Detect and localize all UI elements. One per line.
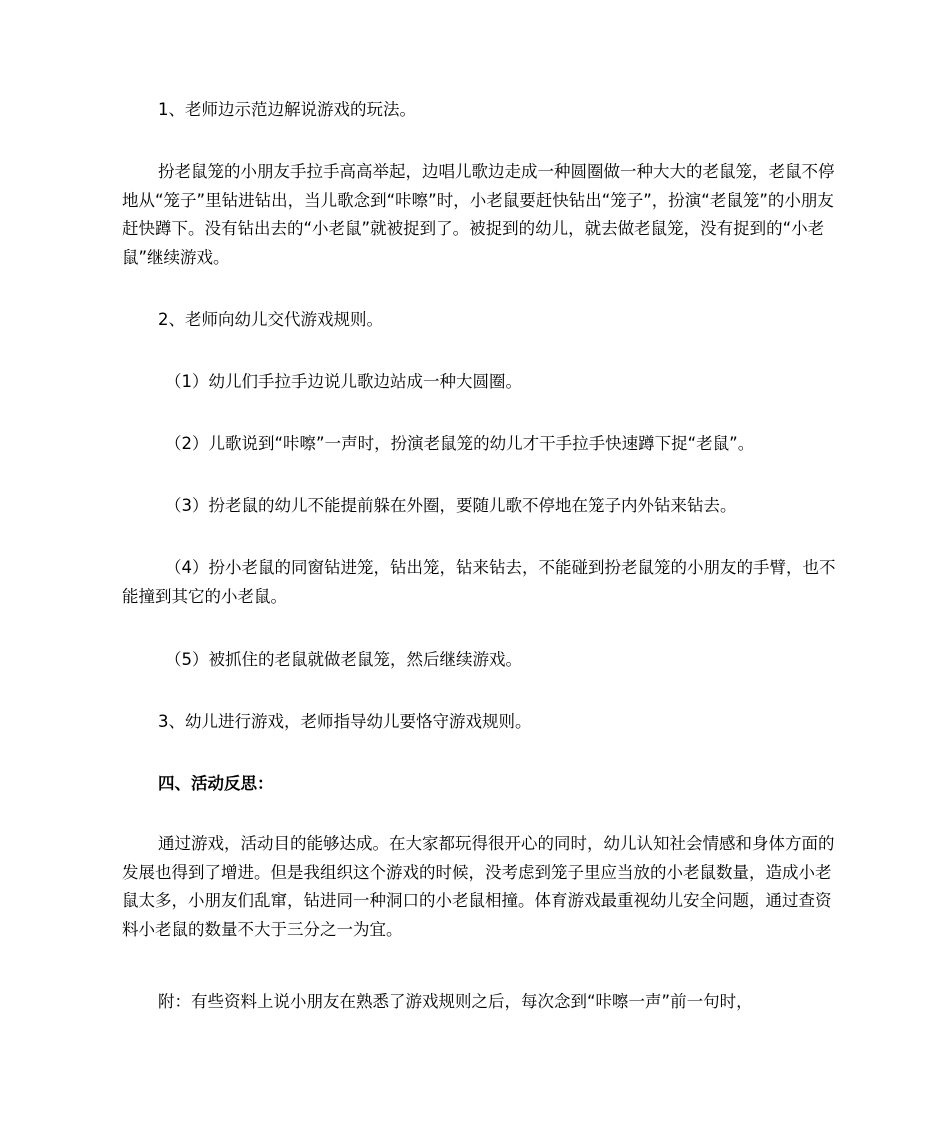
paragraph-step-1: 1、老师边示范边解说游戏的玩法。 (158, 100, 416, 119)
paragraph-rule-2: （2）儿歌说到“咔嚓”一声时，扮演老鼠笼的幼儿才干手拉手快速蹲下捉“老鼠”。 (165, 434, 755, 453)
paragraph-rule-5: （5）被抓住的老鼠就做老鼠笼，然后继续游戏。 (165, 650, 522, 669)
paragraph-step-2: 2、老师向幼儿交代游戏规则。 (158, 310, 383, 329)
section-heading-reflection: 四、活动反思： (158, 774, 274, 793)
paragraph-step-3: 3、幼儿进行游戏，老师指导幼儿要恪守游戏规则。 (158, 712, 532, 731)
paragraph-rule-4: （4）扮小老鼠的同窗钻进笼，钻出笼，钻来钻去，不能碰到扮老鼠笼的小朋友的手臂，也不能撞到其它的小老鼠。 (122, 558, 836, 606)
paragraph-appendix: 附：有些资料上说小朋友在熟悉了游戏规则之后，每次念到“咔嚓一声”前一句时， (158, 992, 753, 1011)
paragraph-rule-1: （1）幼儿们手拉手边说儿歌边站成一种大圆圈。 (165, 372, 522, 391)
paragraph-rule-3: （3）扮老鼠的幼儿不能提前躲在外圈，要随儿歌不停地在笼子内外钻来钻去。 (165, 496, 737, 515)
paragraph-reflection: 通过游戏，活动目的能够达成。在大家都玩得很开心的同时，幼儿认知社会情感和身体方面的发展也得到了增进。但是我组织这个游戏的时候，没考虑到笼子里应当放的小老鼠数量，造成小老鼠太多，小朋友们乱窜，钻进同一种洞口的小老鼠相撞。体育游戏最重视幼儿安全问题，通过查资料小老鼠的数量不大于三分之一为宜。 (122, 834, 835, 939)
paragraph-game-description: 扮老鼠笼的小朋友手拉手高高举起，边唱儿歌边走成一种圆圈做一种大大的老鼠笼，老鼠不停地从“笼子”里钻进钻出，当儿歌念到“咔嚓”时，小老鼠要赶快钻出“笼子”，扮演“老鼠笼”的小朋友赶快蹲下。没有钻出去的“小老鼠”就被捉到了。被捉到的幼儿，就去做老鼠笼，没有捉到的“小老鼠”继续游戏。 (122, 162, 835, 267)
